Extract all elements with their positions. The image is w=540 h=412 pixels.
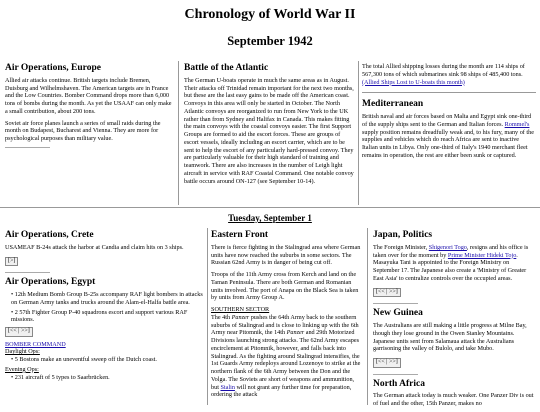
prev-next-buttons[interactable]: [<< | >>] [5,327,33,337]
paragraph: Allied air attacks continue. British targets include Bremen, Duisburg and Wilhelmshaven. The American targets are in France and the Low Countries. Bomber Command drops more than 6,000 tons of bombs during the month. As yet the USAAF can only make a small contribution, about 200 tons. [5,76,172,115]
section-heading: Air Operations, Egypt [5,277,96,288]
togo-link[interactable]: Shigenori Togo [428,243,467,251]
section-heading: Japan, Politics [373,230,433,240]
day-column-middle [211,230,363,403]
paragraph: The German attack today is much weaker. One Panzer Div is out of fuel and the other, 15th Panzer, makes no [373,392,534,408]
paragraph: The Foreign Minister, Shigenori Togo, resigns and his office is taken over for the moment by Prime Minister Hideki Tojo. Masayuka Tani is appointed to the Foreign Ministry on September 17. The Japanese also create a 'Ministry of Greater East Asia' to centralize controls over the occupied areas. [373,243,529,282]
bomber-command-link[interactable]: BOMBER COMMAND [5,340,66,348]
rommel-link[interactable]: Rommel's [504,120,530,128]
section-heading: North Africa [373,378,425,389]
paragraph: The total Allied shipping losses during the month are 114 ships of 567,300 tons of which submarines sink 98 ships of 485,400 tons. (Allied Ships Lost to U-boats this month) [362,63,525,86]
list-item: • 5 Bostons make an uneventful sweep off the Dutch coast. [11,356,157,363]
prev-next-buttons[interactable]: [<< | >>] [373,288,401,298]
section-heading: Mediterranean [362,99,424,110]
section-heading: Battle of the Atlantic [184,63,269,73]
column-divider [367,228,368,405]
paragraph: The German U-boats operate in much the same areas as in August. Their attacks off Trinidad remain important for the next two months, but these are the last easy gains to be made off the American coast. Convoys in this area will only be started in October. The North Atlantic convoys are reorganized to run from New York to the UK rather than from Sydney and Halifax in Canada. This makes fitting the main convoys with the coastal convoys easier. The first Support Groups are formed to aid the escort forces. These are groups of escort vessels, ideally including an escort carrier, which are to be sent to help the escort of any particularly hard-pressed convoy. They are particularly valuable for their high standard of training and teamwork. There are also increases in the number of Leigh light aircraft in service with RAF Coastal Command. One notable convoy battle occurs around ON-127 (see September 10-14). [184,76,354,185]
section-heading: Eastern Front [211,230,269,240]
column-divider [178,61,179,205]
list-item: • 2 57th Fighter Group P-40 squadrons escort and support various RAF missions. [11,308,188,324]
next-button[interactable]: [>] [5,257,18,267]
paragraph: USAMEAF B-24s attack the harbor at Candia and claim hits on 3 ships. [5,243,184,251]
day-column-left [5,230,205,383]
column-divider [358,61,359,205]
stalin-link[interactable]: Stalin [220,383,235,391]
section-heading: Air Operations, Europe [5,63,101,73]
section-shipping-losses [362,63,536,164]
daylight-ops-label: Daylight Ops: [5,348,40,356]
section-heading: New Guinea [373,308,423,319]
section-divider [0,207,540,208]
divider [373,374,418,375]
list-item: • 231 aircraft of 5 types to Saarbrücken. [11,373,110,381]
sector-label: SOUTHERN SECTOR [211,306,270,314]
day-heading: Tuesday, September 1 [228,213,312,223]
page-subtitle: September 1942 [227,34,313,48]
section-air-europe [5,63,172,152]
divider [5,272,50,273]
paragraph: Soviet air force planes launch a series of small raids during the month on Budapest, Bucharest and Vienna. They are more for psychological purposes than military value. [5,119,161,143]
tojo-link[interactable]: Prime Minister Hideki Tojo [447,251,517,259]
prev-next-buttons[interactable]: [<< | >>] [373,358,401,368]
paragraph: The Australians are still making a little progress at Milne Bay, though they lose ground in the Owen Stanley Mountains. Japanese units sent from Salamaua attack the Australians garrisoning the valley of Bulolo, and take Mubo. [373,322,527,353]
paragraph: Troops of the 11th Army cross from Kerch and land on the Taman Peninsula. There are both German and Romanian units involved. The port of Anapa on the Black Sea is taken by units from Army Group A. [211,271,359,302]
page-title: Chronology of World War II [184,7,356,22]
list-item: • 12th Medium Bomb Group B-25s accompany RAF light bombers in attacks on German Army tanks and trucks around the Alam-el-Halfa battle area. [11,291,203,306]
paragraph: British naval and air forces based on Malta and Egypt sink one-third of the supply ships sent to the German and Italian forces. Rommel's supply position remains dreadfully weak and, to his fury, many of the supplies and vehicles which do reach Africa are sent to inactive Italian units in Libya. Only one-third of Italy's 1940 merchant fleet remains in operation, the rest are either been sunk or captured. [362,113,534,159]
paragraph: The 4th Panzer pushes the 64th Army back to the southern suburbs of Stalingrad and is close to linking up with the 6th Army near Pitomnik, the 14th Panzer and 29th Motorized Divisions launching strong attacks. The 62nd Army escapes encirclement at Pitomnik, however, and falls back into Stalingrad. As the fighting around Stalingrad intensifies, the 1st Guards Army redeploys around Lozenoye to strike at the northern flank of the 6th Army between the Don and the Volga. The Soviets are short of weapons and ammunition, but Stalin will not grant any further time for preparation, ordering the attack [211,313,361,399]
divider [373,303,418,304]
allied-ships-lost-link[interactable]: (Allied Ships Lost to U-boats this month) [362,78,465,86]
divider [5,147,50,148]
day-column-right [373,230,536,412]
evening-ops-label: Evening Ops: [5,365,39,373]
section-heading: Air Operations, Crete [5,230,94,240]
section-atlantic [184,63,356,189]
column-divider [207,228,208,405]
paragraph: There is fierce fighting in the Stalingrad area where German units have now reached the suburbs in some sectors. The Russian 62nd Army is in danger of being cut off. [211,243,361,267]
divider [362,92,536,93]
